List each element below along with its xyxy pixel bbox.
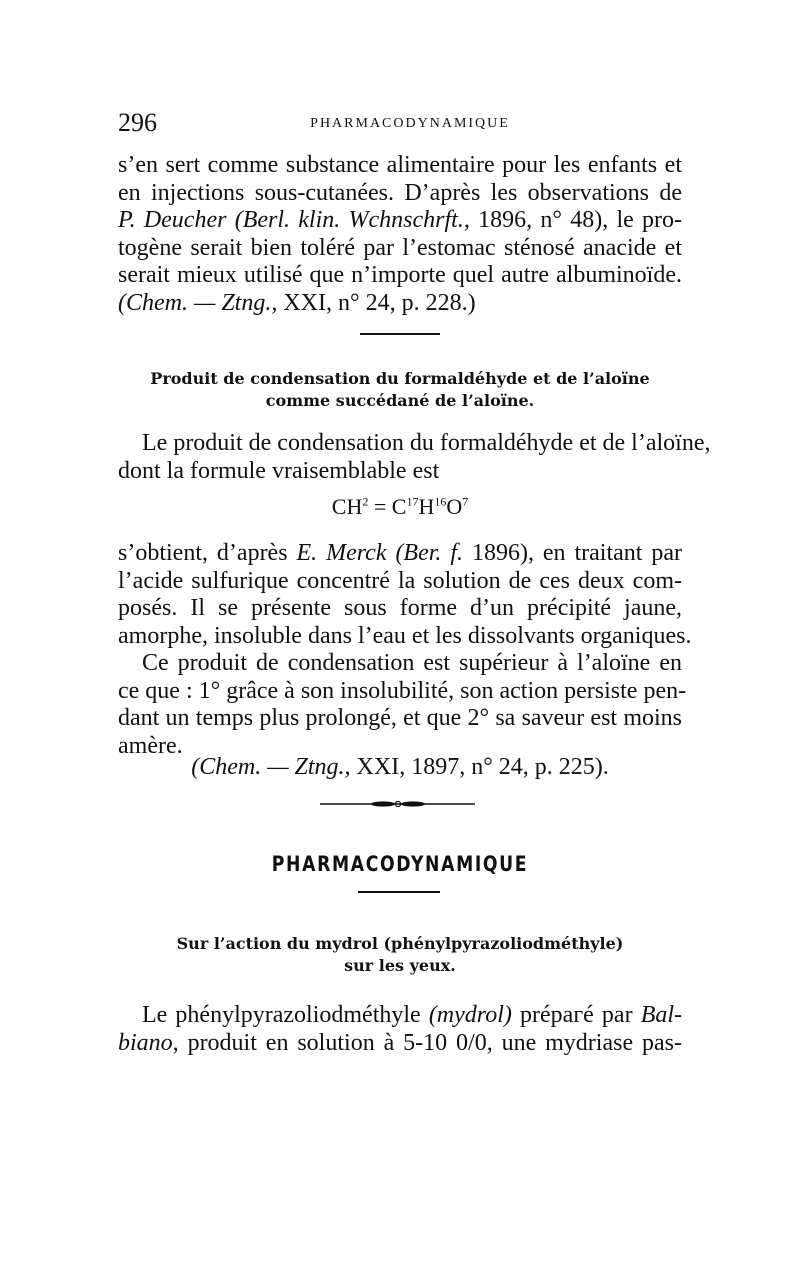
text-line: togène serait bien toléré par l’estomac sténosé anacide et	[118, 234, 682, 261]
text-line: amorphe, insoluble dans l’eau et les dissolvants organiques.	[118, 622, 692, 649]
chemical-formula	[118, 494, 682, 520]
section-title: PHARMACODYNAMIQUE	[271, 852, 529, 876]
text-line: Le produit de condensation du formaldéhyde et de l’aloïne,	[142, 430, 711, 456]
formula-part: =	[368, 494, 392, 519]
formula-part: C	[391, 494, 407, 519]
formula-part: O	[446, 494, 463, 519]
text-line: ce que : 1° grâce à son insolubilité, son action persiste pen-	[118, 677, 687, 704]
citation-line	[118, 290, 682, 318]
heading-line: Sur l’action du mydrol (phénylpyrazoliodméthyle)	[176, 934, 624, 953]
section-rule	[360, 333, 440, 335]
text-line	[118, 1002, 682, 1030]
page-number: 296	[118, 108, 157, 137]
article-heading	[118, 933, 682, 977]
heading-line: Produit de condensation du formaldéhyde et de l’aloïne	[150, 369, 650, 388]
journal-ref: (Berl. klin. Wchnschrft.,	[234, 207, 470, 233]
running-title: PHARMACODYNAMIQUE	[310, 116, 510, 131]
text-line: dant un temps plus prolongé, et que 2° sa saveur est moins	[118, 705, 682, 731]
ref-detail: XXI, 1897, n° 24, p. 225).	[350, 754, 609, 780]
journal-ref: (Ber. f.	[395, 540, 464, 566]
formula-sub: 16	[434, 494, 447, 509]
formula-part: H	[418, 494, 435, 519]
article-intro	[118, 430, 711, 485]
author-name: P. Deucher	[118, 207, 227, 233]
formula-part: CH	[331, 494, 363, 519]
text-span: prépaгé par	[511, 1002, 633, 1028]
heading-line: comme succédané de l’aloïne.	[265, 391, 535, 410]
journal-ref: (Chem. — Ztng.,	[118, 289, 278, 316]
text-line: Ce produit de condensation est supérieur à l’aloïne en	[142, 650, 682, 676]
text-line: l’acide sulfurique concentré la solution de ces deux com-	[118, 567, 682, 594]
text-span: Le phénylpyrazoliodméthyle	[142, 1002, 421, 1028]
text-span: s’obtient, d’après	[118, 540, 288, 566]
formula-sub: 2	[362, 494, 369, 509]
formula-sub: 7	[462, 494, 469, 509]
text-line: posés. Il se présente sous forme d’un précipité jaune,	[118, 595, 682, 621]
text-line: amère.	[118, 732, 183, 759]
text-span: produit en solution à 5-10 0/0, une mydriase pas-	[178, 1029, 682, 1056]
article-body	[118, 540, 692, 760]
article-body	[118, 1002, 682, 1057]
author-name: biano,	[118, 1029, 179, 1056]
ref-detail: XXI, n° 24, p. 228.)	[277, 289, 476, 316]
text-span: 1896), en traitant par	[463, 540, 683, 566]
section-rule	[358, 891, 440, 893]
text-line: s’en sert comme substance alimentaire pour les enfants et	[118, 152, 682, 178]
journal-ref: (Chem. — Ztng.,	[191, 754, 351, 780]
text-line	[118, 207, 682, 235]
ref-detail: 1896, n° 48), le pro-	[469, 207, 682, 233]
continued-paragraph	[118, 152, 682, 317]
heading-line: sur les yeux.	[344, 956, 456, 975]
article-citation	[118, 754, 682, 781]
formula-sub: 17	[406, 494, 419, 509]
author-name: Bal-	[640, 1002, 683, 1028]
author-name: E. Merck	[296, 540, 387, 566]
text-line	[118, 540, 682, 568]
text-line: dont la formule vraisemblable est	[118, 457, 440, 484]
article-heading	[118, 368, 682, 412]
compound-name: (mydrol)	[428, 1002, 512, 1028]
text-line	[118, 1030, 682, 1058]
ornament-divider	[320, 801, 475, 807]
text-line: serait mieux utilisé que n’importe quel autre albuminoïde.	[118, 262, 682, 288]
text-line: en injections sous-cutanées. D’après les observations de	[118, 179, 682, 206]
